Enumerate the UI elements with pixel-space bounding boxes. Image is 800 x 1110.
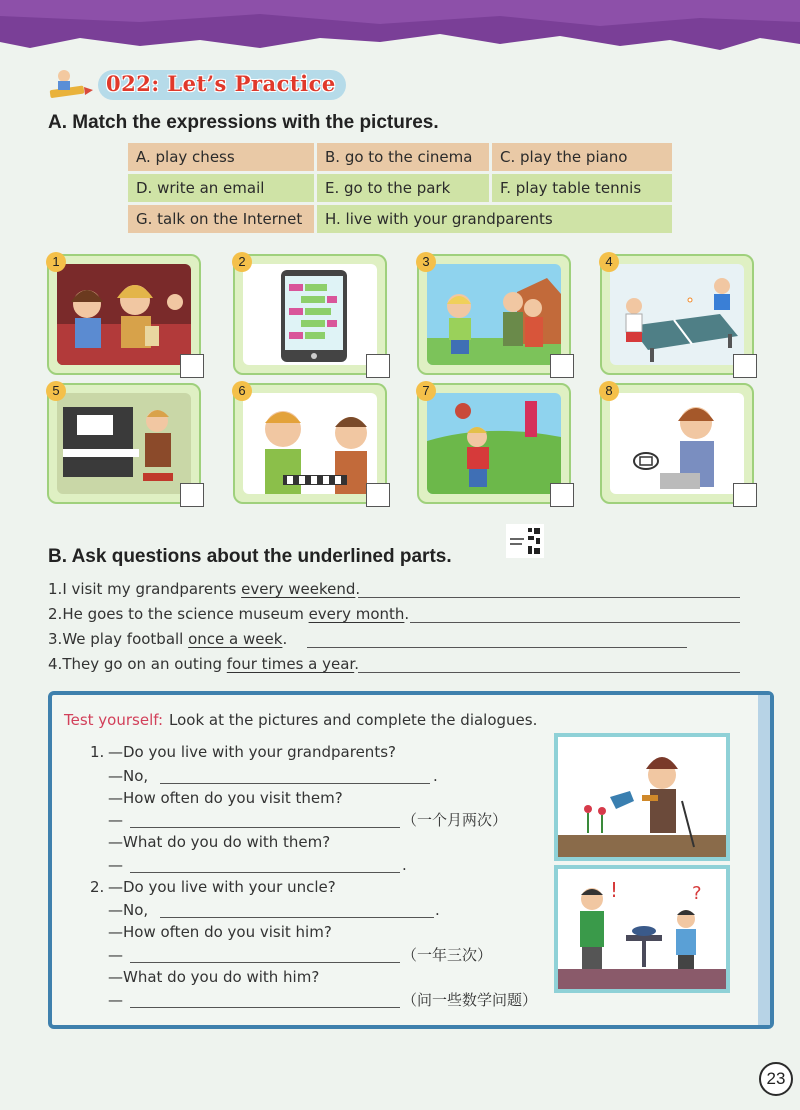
answer-box[interactable]	[733, 483, 757, 507]
park-picture	[427, 393, 561, 494]
answer-line-3[interactable]	[307, 647, 687, 648]
grandpa-garden-picture	[554, 733, 730, 861]
qr-code-icon	[506, 524, 544, 558]
expression-cell: E. go to the park	[317, 174, 489, 202]
question-1: 1.I visit my grandparents every weekend.	[48, 580, 361, 598]
dialogue-line: —How often do you visit them?	[108, 789, 343, 807]
picture-card-8	[600, 383, 754, 504]
dialogue-line: —What do you do with him?	[108, 968, 320, 986]
chess-picture	[243, 393, 377, 494]
dialogue-1-number: 1.	[90, 743, 105, 761]
dialogue-line: —Do you live with your grandparents?	[108, 743, 396, 761]
page-number: 23	[759, 1062, 793, 1096]
question-number: 2.	[48, 605, 63, 623]
underlined-part: four times a year	[226, 655, 355, 673]
question-text: I visit my grandparents	[62, 580, 242, 598]
dialogue-line: —What do you do with them?	[108, 833, 331, 851]
question-number: 4.	[48, 655, 63, 673]
expressions-table	[128, 143, 672, 233]
dialogue-line: —Do you live with your uncle?	[108, 878, 336, 896]
picture-card-6	[233, 383, 387, 504]
picture-card-7	[417, 383, 571, 504]
question-number: 3.	[48, 630, 63, 648]
question-text: He goes to the science museum	[62, 605, 309, 623]
section-b-heading: B. Ask questions about the underlined parts.	[48, 546, 452, 567]
grandparents-picture	[427, 264, 561, 365]
dialogue-blank[interactable]	[130, 1007, 400, 1008]
dialogue-line: —How often do you visit him?	[108, 923, 332, 941]
top-banner	[0, 0, 800, 60]
dialogue-hint: （一年三次）	[402, 946, 493, 964]
picture-number: 6	[232, 381, 252, 401]
answer-box[interactable]	[366, 354, 390, 378]
picture-number: 5	[46, 381, 66, 401]
answer-box[interactable]	[550, 483, 574, 507]
picture-card-3	[417, 254, 571, 375]
expression-cell: D. write an email	[128, 174, 314, 202]
answer-box[interactable]	[733, 354, 757, 378]
email-picture	[610, 393, 744, 494]
test-yourself-instruction: Look at the pictures and complete the dialogues.	[169, 711, 538, 729]
question-3: 3.We play football once a week.	[48, 630, 288, 648]
underlined-part: every month	[308, 605, 405, 623]
dialogue-blank[interactable]	[160, 917, 434, 918]
expression-cell: G. talk on the Internet	[128, 205, 314, 233]
cinema-picture	[57, 264, 191, 365]
picture-number: 3	[416, 252, 436, 272]
answer-line-2[interactable]	[410, 622, 740, 623]
dialogue-line: —No,	[108, 901, 149, 919]
answer-box[interactable]	[180, 354, 204, 378]
question-number: 1.	[48, 580, 63, 598]
dialogue-blank[interactable]	[130, 872, 400, 873]
question-text: We play football	[62, 630, 189, 648]
underlined-part: once a week	[188, 630, 283, 648]
panel-side-bar	[758, 695, 770, 1025]
expression-cell: F. play table tennis	[492, 174, 672, 202]
dialogue-blank[interactable]	[130, 962, 400, 963]
dialogue-blank[interactable]	[130, 827, 400, 828]
picture-card-4	[600, 254, 754, 375]
question-4: 4.They go on an outing four times a year.	[48, 655, 359, 673]
expression-cell: A. play chess	[128, 143, 314, 171]
answer-box[interactable]	[366, 483, 390, 507]
question-text: They go on an outing	[62, 655, 227, 673]
dialogue-hint: （问一些数学问题）	[402, 991, 538, 1009]
expression-cell: B. go to the cinema	[317, 143, 489, 171]
expression-cell: C. play the piano	[492, 143, 672, 171]
dialogue-2-number: 2.	[90, 878, 105, 896]
picture-number: 7	[416, 381, 436, 401]
uncle-math-picture	[554, 865, 730, 993]
svg-text:!: !	[610, 878, 619, 902]
piano-picture	[57, 393, 191, 494]
picture-number: 1	[46, 252, 66, 272]
svg-text:?: ?	[692, 883, 702, 904]
answer-line-1[interactable]	[358, 597, 740, 598]
dialogue-line: —No,	[108, 767, 149, 785]
picture-number: 8	[599, 381, 619, 401]
picture-card-5	[47, 383, 201, 504]
picture-card-2	[233, 254, 387, 375]
test-yourself-panel: Test yourself: Look at the pictures and complete the dialogues. 1. —Do you live with your grandparents? —No, . —How often do you visit them? — （一个月两次） —What do you do with them? — . 2. —Do you live with your uncle? —No, . —How often do you visit him? — （一年三次） —What do you do with him? — （问一些数学问题） ! ?	[48, 691, 774, 1029]
dialogue-blank[interactable]	[160, 783, 430, 784]
table-tennis-picture	[610, 264, 744, 365]
lesson-title: 022: Let’s Practice	[106, 71, 336, 96]
dialogue-hint: （一个月两次）	[402, 811, 508, 829]
section-a-heading: A. Match the expressions with the pictures.	[48, 112, 439, 133]
answer-box[interactable]	[550, 354, 574, 378]
lesson-header	[48, 68, 348, 102]
picture-number: 2	[232, 252, 252, 272]
expression-cell: H. live with your grandparents	[317, 205, 672, 233]
answer-line-4[interactable]	[358, 672, 740, 673]
mascot-pencil-icon	[48, 68, 94, 102]
underlined-part: every weekend	[241, 580, 356, 598]
question-2: 2.He goes to the science museum every month.	[48, 605, 410, 623]
phone-chat-picture	[243, 264, 377, 365]
picture-number: 4	[599, 252, 619, 272]
picture-card-1	[47, 254, 201, 375]
test-yourself-label: Test yourself:	[64, 711, 164, 729]
answer-box[interactable]	[180, 483, 204, 507]
